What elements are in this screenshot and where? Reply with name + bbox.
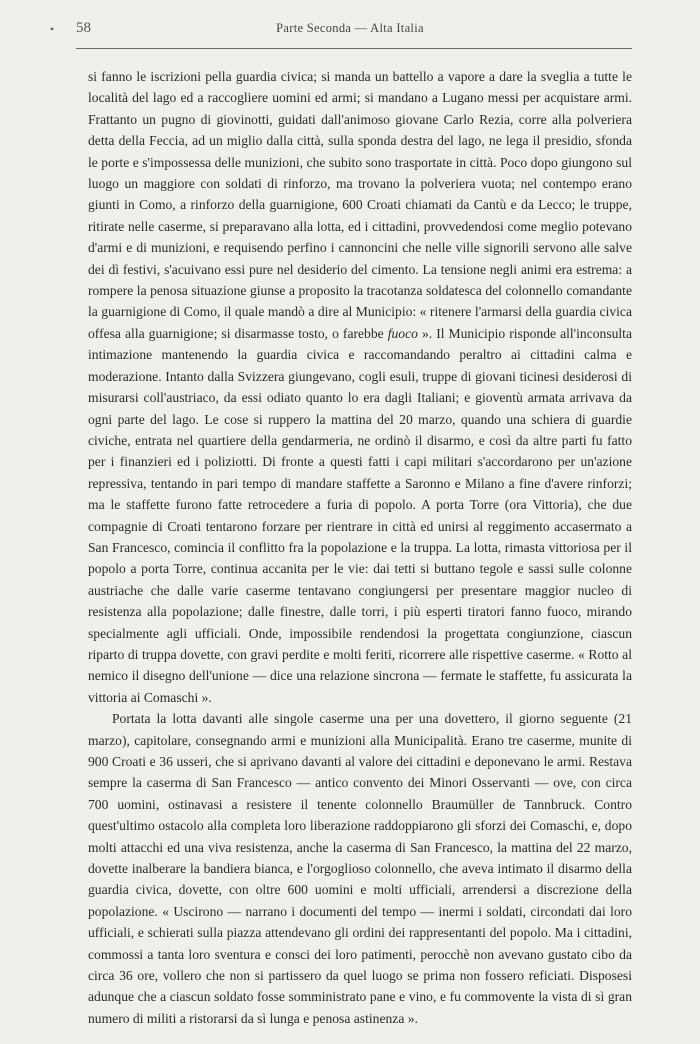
paragraph-1 [88,66,632,708]
text-body [88,66,632,1029]
page-number: 58 [76,20,91,36]
paragraph-1-part-a: si fanno le iscrizioni pella guardia civica; si manda un battello a vapore a dare la sveglia a tutte le località del lago ed a raccogliere uomini ed armi; si mandano a Lugano messi per acquistare armi. Frattanto un pugno di giovinotti, guidati dall'animoso giovane Carlo Rezia, corre alla polveriera detta della Feccia, ad un miglio dalla città, sulla sponda destra del lago, ne lega il presidio, sfonda le porte e s'impossessa delle munizioni, che subito sono trasportate in città. Poco dopo giungono sul luogo un maggiore con soldati di rinforzo, ma trovano la polveriera vuota; nel contempo erano giunti in Como, a rinforzo della guarnigione, 600 Croati chiamati da Cantù e da Lecco; le truppe, ritirate nelle caserme, si preparavano alla lotta, ed i cittadini, provvedendosi come meglio potevano d'armi e di munizioni, e requisendo perfino i cannoncini che nelle ville signorili servono alle salve dei dì festivi, s'acuivano essi pure nel desiderio del cimento. La tensione negli animi era estrema: a rompere la penosa situazione giunse a proposito la tracotanza soldatesca del colonnello comandante la guarnigione di Como, il quale mandò a dire al Municipio: « ritenere l'armarsi della guardia civica offesa alla guarnigione; si disarmasse tosto, o farebbe [88,69,632,341]
italic-word-fuoco: fuoco [387,325,418,341]
paragraph-1-part-b: ». Il Municipio risponde all'inconsulta intimazione mantenendo la guardia civica e raccomandando peraltro ai cittadini calma e moderazione. Intanto dalla Svizzera giungevano, cogli esuli, truppe di giovani ticinesi desiderosi di misurarsi coll'austriaco, da essi odiato quanto lo era dagli Italiani; e gioventù armata arrivava da ogni parte del lago. Le cose si ruppero la mattina del 20 marzo, quando una schiera di guardie civiche, entrata nel quartiere della gendarmeria, ne ordinò il disarmo, e così da altre parti fu fatto per i finanzieri ed i poliziotti. Di fronte a questi fatti i capi militari s'accordarono per un'azione repressiva, tentando in pari tempo di mandare staffette a Saronno e Milano a fine d'avere rinforzi; ma le staffette furono fatte retrocedere a furia di popolo. A porta Torre (ora Vittoria), che due compagnie di Croati tentarono forzare per rientrare in città ed unirsi al reggimento accasermato a San Francesco, comincia il conflitto fra la popolazione e la truppa. La lotta, rimasta vittoriosa per il popolo a porta Torre, continua accanita per le vie: dai tetti si buttano tegole e sassi sulle colonne austriache che dalle varie caserme tentavano congiungersi per presentare maggior nucleo di resistenza alla popolazione; dalle finestre, dalle torri, i più esperti tiratori fanno fuoco, mirando specialmente agli ufficiali. Onde, impossibile rendendosi la progettata congiunzione, ciascun riparto di truppa dovette, con gravi perdite e molti feriti, ricorrere alle rispettive caserme. « Rotto al nemico il disegno dell'unione — dice una relazione sincrona — fermate le staffette, fu assicurata la vittoria ai Comaschi ». [88,325,632,705]
page-header [50,20,630,40]
paragraph-2: Portata la lotta davanti alle singole caserme una per una dovettero, il giorno seguente (21 marzo), capitolare, consegnando armi e munizioni alla Municipalità. Erano tre caserme, munite di 900 Croati e 36 usseri, che si aprivano davanti al valore dei cittadini e deponevano le armi. Restava sempre la caserma di San Francesco — antico convento dei Minori Osservanti — ove, con circa 700 uomini, ostinavasi a resistere il tenente colonnello Braumüller de Tannbruck. Contro quest'ultimo ostacolo alla completa loro liberazione raddoppiarono gli sforzi dei Comaschi, e, dopo molti attacchi ed una viva resistenza, anche la caserma di San Francesco, la mattina del 22 marzo, dovette inalberare la bandiera bianca, e l'orgoglioso colonnello, che aveva intimato il disarmo della guardia civica, dovette, con oltre 600 uomini e molti ufficiali, arrendersi a discrezione della popolazione. « Uscirono — narrano i documenti del tempo — inermi i soldati, circondati dai loro ufficiali, e schierati sulla piazza attendevano gli ordini dei rappresentanti del popolo. Ma i cittadini, commossi a tanta loro sventura e consci dei loro patimenti, perocchè non avevano gustato cibo da circa 36 ore, vollero che non si partissero da quel luogo se prima non fossero reficiati. Disposesi adunque che a ciascun soldato fosse somministrato pane e vino, e fu commovente la vista di sì gran numero di militi a ristorarsi da sì lunga e penosa astinenza ». [88,711,632,1026]
header-rule [76,48,632,49]
running-title: Parte Seconda — Alta Italia [276,21,424,35]
page-mark: • [50,22,55,36]
